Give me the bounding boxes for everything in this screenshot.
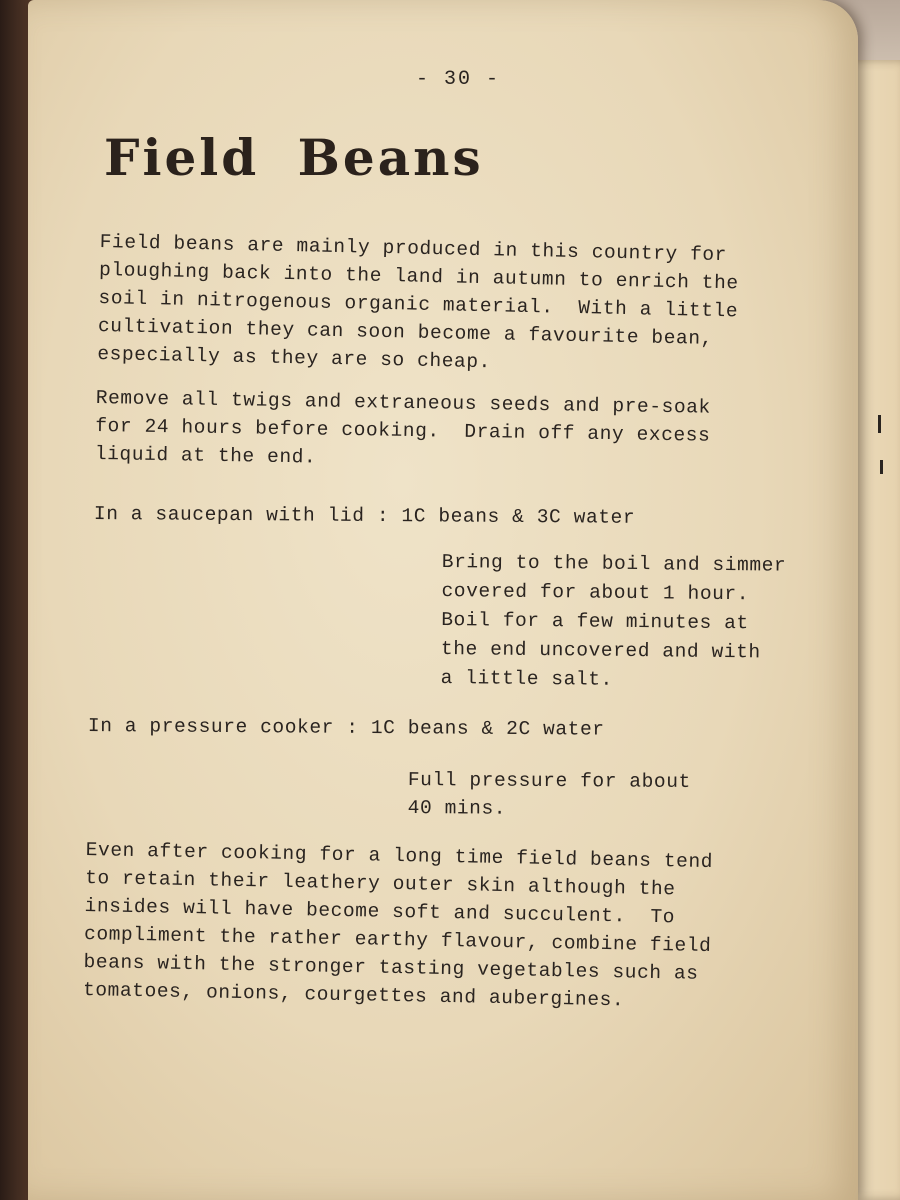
intro-paragraph: Field beans are mainly produced in this country for ploughing back into the land in autumn to enrich the soil in nitrogenous organic material. With a little cultivation they can soon become a favourite bean, especially as they are so cheap. [97,230,739,374]
pressure-cooker-method-label: In a pressure cooker : 1C beans & 2C water [87,715,605,741]
preparation-paragraph: Remove all twigs and extraneous seeds and pre-soak for 24 hours before cooking. Drain off any excess liquid at the end. [94,386,711,469]
recipe-title: Field Beans [104,128,484,187]
page-number: - 30 - [415,68,500,91]
ink-mark [880,460,883,474]
book-page [28,0,858,1200]
pressure-cooker-method-detail: Full pressure for about 40 mins. [407,768,691,820]
saucepan-method-detail: Bring to the boil and simmer covered for about 1 hour. Boil for a few minutes at the end uncovered and with a little salt. [440,550,787,691]
saucepan-method-label: In a saucepan with lid : 1C beans & 3C water [93,503,636,529]
closing-paragraph: Even after cooking for a long time field beans tend to retain their leathery outer skin although the insides will have become soft and succulent. To compliment the rather earthy flavour, combine field beans with the stronger tasting vegetables such as tomatoes, onions, courgettes and aubergines. [82,838,714,1012]
ink-mark [878,415,881,433]
